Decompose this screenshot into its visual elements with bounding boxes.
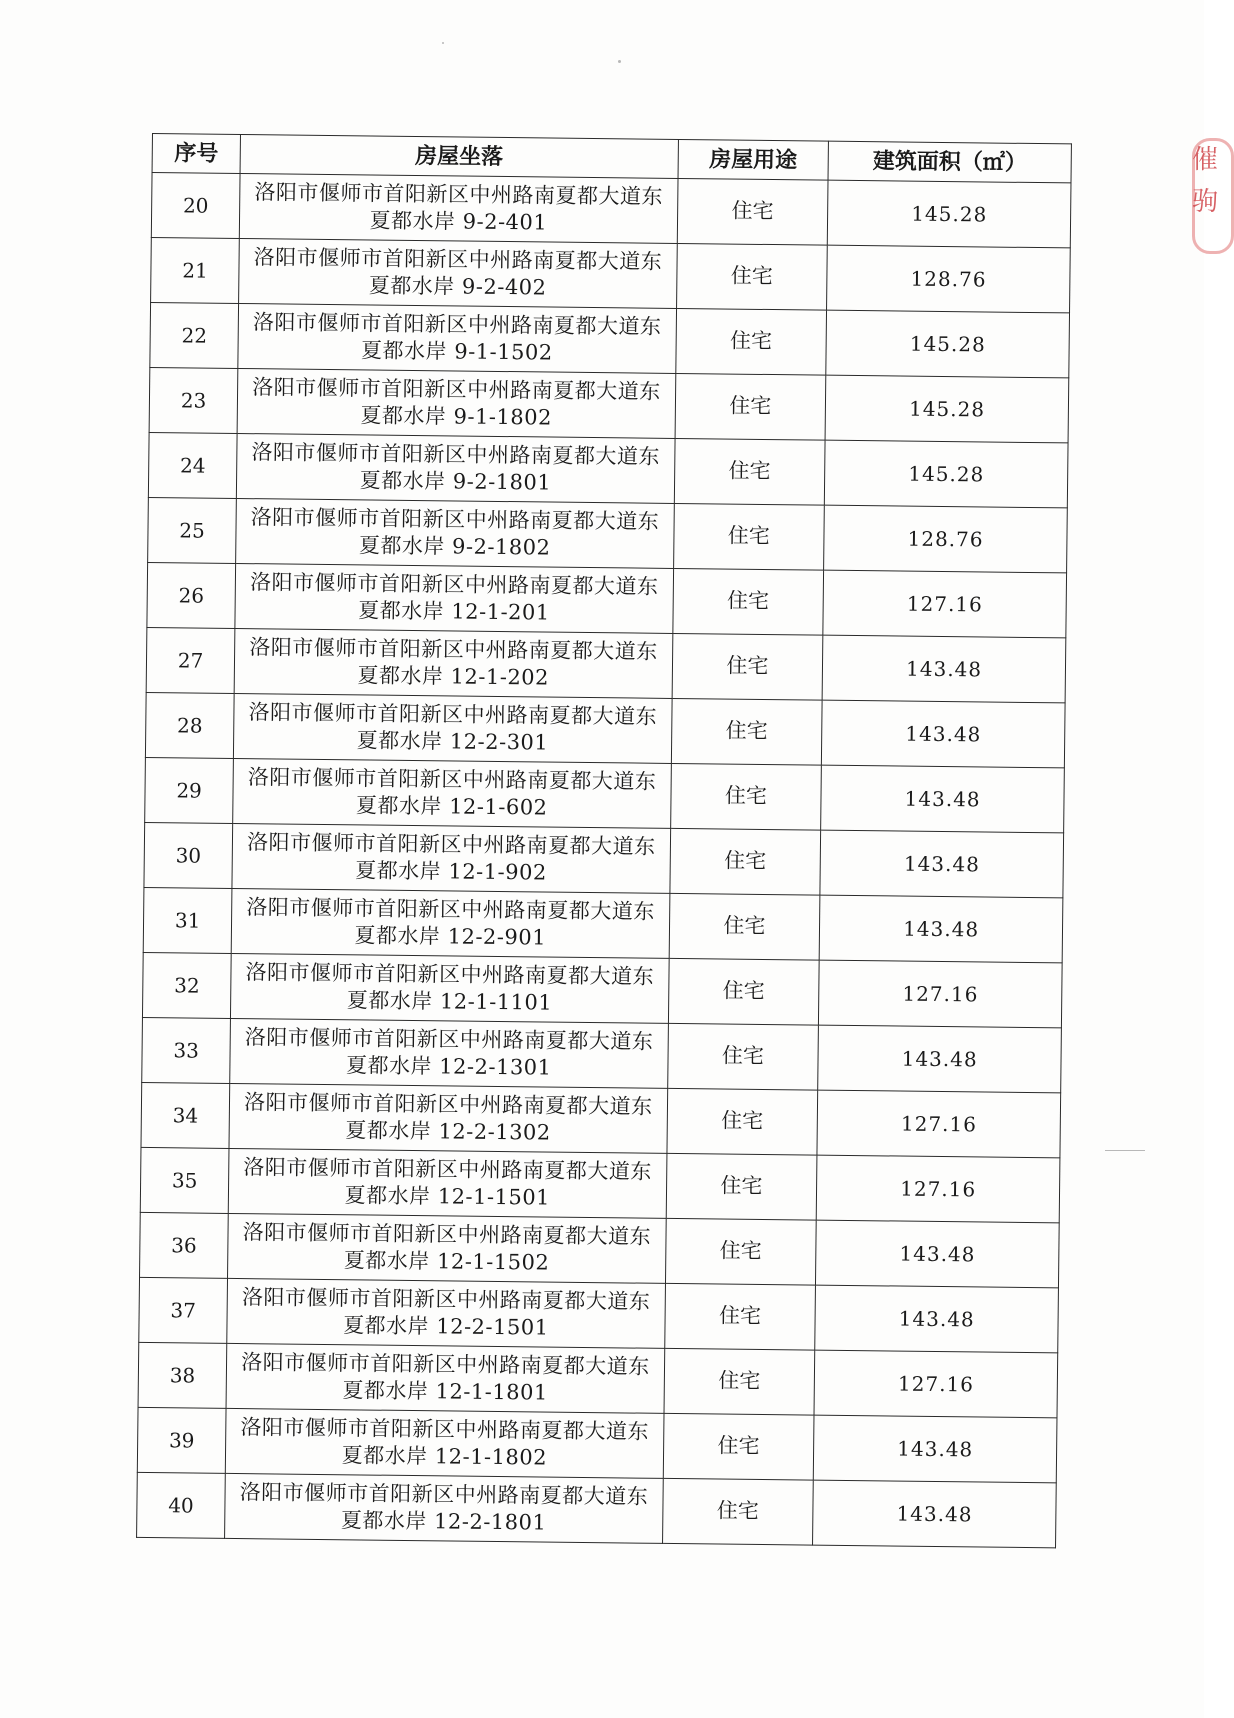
header-area: 建筑面积（㎡） [828,141,1071,183]
table-row [139,1277,1059,1352]
table-row [145,692,1065,767]
table-row [137,1472,1057,1547]
row-seq: 36 [140,1212,229,1278]
row-seq: 33 [142,1017,231,1083]
row-location: 洛阳市偃师市首阳新区中州路南夏都大道东夏都水岸 12-1-602 [233,758,671,828]
row-usage: 住宅 [667,1023,818,1090]
row-area: 145.28 [825,375,1068,443]
row-location: 洛阳市偃师市首阳新区中州路南夏都大道东夏都水岸 12-1-1501 [228,1148,666,1218]
row-seq: 21 [151,237,240,303]
row-usage: 住宅 [677,178,828,245]
row-usage: 住宅 [674,438,825,505]
row-location: 洛阳市偃师市首阳新区中州路南夏都大道东夏都水岸 12-1-1801 [226,1343,664,1413]
row-area: 143.48 [822,635,1065,703]
row-location: 洛阳市偃师市首阳新区中州路南夏都大道东夏都水岸 9-2-1802 [236,498,674,568]
row-seq: 28 [145,692,234,758]
row-usage: 住宅 [666,1153,817,1220]
row-area: 143.48 [821,765,1064,833]
row-area: 128.76 [827,245,1070,313]
table-row [149,367,1069,442]
row-seq: 27 [146,627,235,693]
row-location: 洛阳市偃师市首阳新区中州路南夏都大道东夏都水岸 12-2-301 [234,693,672,763]
table-row [148,497,1068,572]
row-area: 143.48 [813,1480,1056,1548]
row-location: 洛阳市偃师市首阳新区中州路南夏都大道东夏都水岸 12-2-1301 [230,1018,668,1088]
row-location: 洛阳市偃师市首阳新区中州路南夏都大道东夏都水岸 12-2-1302 [229,1083,667,1153]
table-row [151,173,1071,248]
scan-speck [618,60,621,63]
row-usage: 住宅 [675,308,826,375]
row-area: 127.16 [817,1090,1060,1158]
red-seal-text: 催 驹 [1192,145,1219,217]
scan-speck [1105,1150,1145,1151]
row-usage: 住宅 [671,698,822,765]
row-seq: 32 [142,952,231,1018]
row-usage: 住宅 [668,958,819,1025]
table-body [137,173,1071,1548]
row-location: 洛阳市偃师市首阳新区中州路南夏都大道东夏都水岸 9-1-1502 [238,303,676,373]
row-usage: 住宅 [669,893,820,960]
row-seq: 25 [148,497,237,563]
row-area: 143.48 [819,895,1062,963]
row-area: 127.16 [823,570,1066,638]
table-row [142,952,1062,1027]
row-usage: 住宅 [672,633,823,700]
row-usage: 住宅 [672,568,823,635]
row-area: 145.28 [825,440,1068,508]
row-location: 洛阳市偃师市首阳新区中州路南夏都大道东夏都水岸 9-2-401 [239,174,677,244]
row-location: 洛阳市偃师市首阳新区中州路南夏都大道东夏都水岸 12-1-1802 [225,1408,663,1478]
table-row [145,757,1065,832]
table-row [138,1342,1058,1417]
row-area: 143.48 [822,700,1065,768]
row-area: 128.76 [824,505,1067,573]
row-location: 洛阳市偃师市首阳新区中州路南夏都大道东夏都水岸 12-1-202 [234,628,672,698]
table-row [137,1407,1057,1482]
row-location: 洛阳市偃师市首阳新区中州路南夏都大道东夏都水岸 12-1-1101 [231,953,669,1023]
table-row [147,562,1067,637]
row-usage: 住宅 [676,243,827,310]
row-seq: 30 [144,822,233,888]
row-usage: 住宅 [669,828,820,895]
row-usage: 住宅 [670,763,821,830]
header-location: 房屋坐落 [240,135,678,179]
row-usage: 住宅 [664,1348,815,1415]
row-area: 143.48 [816,1220,1059,1288]
table-row [150,302,1070,377]
row-usage: 住宅 [673,503,824,570]
header-seq: 序号 [152,134,241,174]
row-area: 143.48 [820,830,1063,898]
row-usage: 住宅 [675,373,826,440]
row-seq: 37 [139,1277,228,1343]
row-location: 洛阳市偃师市首阳新区中州路南夏都大道东夏都水岸 12-2-1801 [225,1473,663,1543]
row-seq: 22 [150,302,239,368]
table-row [140,1147,1060,1222]
row-seq: 26 [147,562,236,628]
row-seq: 29 [145,757,234,823]
table-row [141,1082,1061,1157]
row-area: 143.48 [814,1415,1057,1483]
row-location: 洛阳市偃师市首阳新区中州路南夏都大道东夏都水岸 9-1-1802 [237,368,675,438]
table-row [148,432,1068,507]
row-location: 洛阳市偃师市首阳新区中州路南夏都大道东夏都水岸 12-2-901 [231,888,669,958]
row-seq: 20 [151,173,240,239]
row-seq: 23 [149,367,238,433]
row-area: 127.16 [814,1350,1057,1418]
row-usage: 住宅 [662,1478,813,1545]
row-location: 洛阳市偃师市首阳新区中州路南夏都大道东夏都水岸 9-2-1801 [237,433,675,503]
row-location: 洛阳市偃师市首阳新区中州路南夏都大道东夏都水岸 12-2-1501 [227,1278,665,1348]
property-table [136,133,1072,1548]
row-usage: 住宅 [664,1283,815,1350]
row-location: 洛阳市偃师市首阳新区中州路南夏都大道东夏都水岸 12-1-902 [232,823,670,893]
row-usage: 住宅 [663,1413,814,1480]
table-row [143,887,1063,962]
row-seq: 40 [137,1472,226,1538]
row-location: 洛阳市偃师市首阳新区中州路南夏都大道东夏都水岸 12-1-201 [235,563,673,633]
row-seq: 38 [138,1342,227,1408]
row-area: 145.28 [828,180,1071,248]
table-row [151,237,1071,312]
row-seq: 24 [148,432,237,498]
table-row [144,822,1064,897]
row-seq: 34 [141,1082,230,1148]
row-seq: 39 [137,1407,226,1473]
row-location: 洛阳市偃师市首阳新区中州路南夏都大道东夏都水岸 9-2-402 [239,238,677,308]
row-area: 143.48 [815,1285,1058,1353]
row-area: 143.48 [818,1025,1061,1093]
scan-speck [442,42,444,44]
header-usage: 房屋用途 [678,139,829,180]
row-usage: 住宅 [667,1088,818,1155]
row-seq: 31 [143,887,232,953]
table-row [146,627,1066,702]
table-row [140,1212,1060,1287]
row-usage: 住宅 [665,1218,816,1285]
row-location: 洛阳市偃师市首阳新区中州路南夏都大道东夏都水岸 12-1-1502 [228,1213,666,1283]
row-area: 127.16 [816,1155,1059,1223]
row-area: 127.16 [819,960,1062,1028]
row-area: 145.28 [826,310,1069,378]
table-row [142,1017,1062,1092]
row-seq: 35 [140,1147,229,1213]
